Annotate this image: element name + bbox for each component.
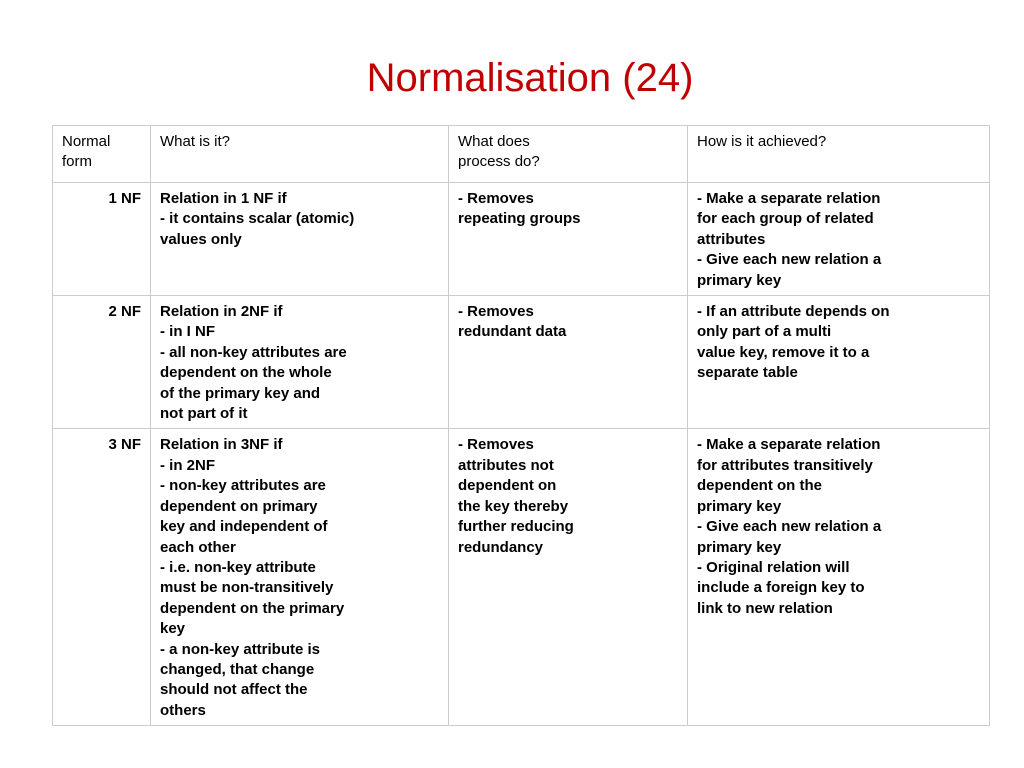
process-cell: - Removes attributes not dependent on the key thereby further reducing redundancy — [449, 429, 688, 726]
table-row — [53, 183, 990, 296]
process-cell: - Removes repeating groups — [449, 183, 688, 296]
column-header-normal-form: Normal form — [53, 126, 151, 183]
what-is-it-cell: Relation in 2NF if - in I NF - all non-key attributes are dependent on the whole of the primary key and not part of it — [151, 296, 449, 429]
normal-form-cell: 3 NF — [53, 429, 151, 726]
table-header-row — [53, 126, 990, 183]
normal-form-cell: 2 NF — [53, 296, 151, 429]
how-achieved-cell: - Make a separate relation for each group of related attributes - Give each new relation a primary key — [688, 183, 990, 296]
how-achieved-cell: - Make a separate relation for attributes transitively dependent on the primary key - Give each new relation a primary key - Original relation will include a foreign key to link to new relation — [688, 429, 990, 726]
normal-form-cell: 1 NF — [53, 183, 151, 296]
what-is-it-cell: Relation in 1 NF if - it contains scalar (atomic) values only — [151, 183, 449, 296]
column-header-what-is-it: What is it? — [151, 126, 449, 183]
column-header-how-achieved: How is it achieved? — [688, 126, 990, 183]
normalisation-table — [52, 125, 990, 726]
how-achieved-cell: - If an attribute depends on only part of a multi value key, remove it to a separate table — [688, 296, 990, 429]
what-is-it-cell: Relation in 3NF if - in 2NF - non-key attributes are dependent on primary key and independent of each other - i.e. non-key attribute must be non-transitively dependent on the primary key - a non-key attribute is changed, that change should not affect the others — [151, 429, 449, 726]
table-row — [53, 296, 990, 429]
process-cell: - Removes redundant data — [449, 296, 688, 429]
table-row — [53, 429, 990, 726]
page-title: Normalisation (24) — [366, 56, 694, 100]
column-header-process: What does process do? — [449, 126, 688, 183]
